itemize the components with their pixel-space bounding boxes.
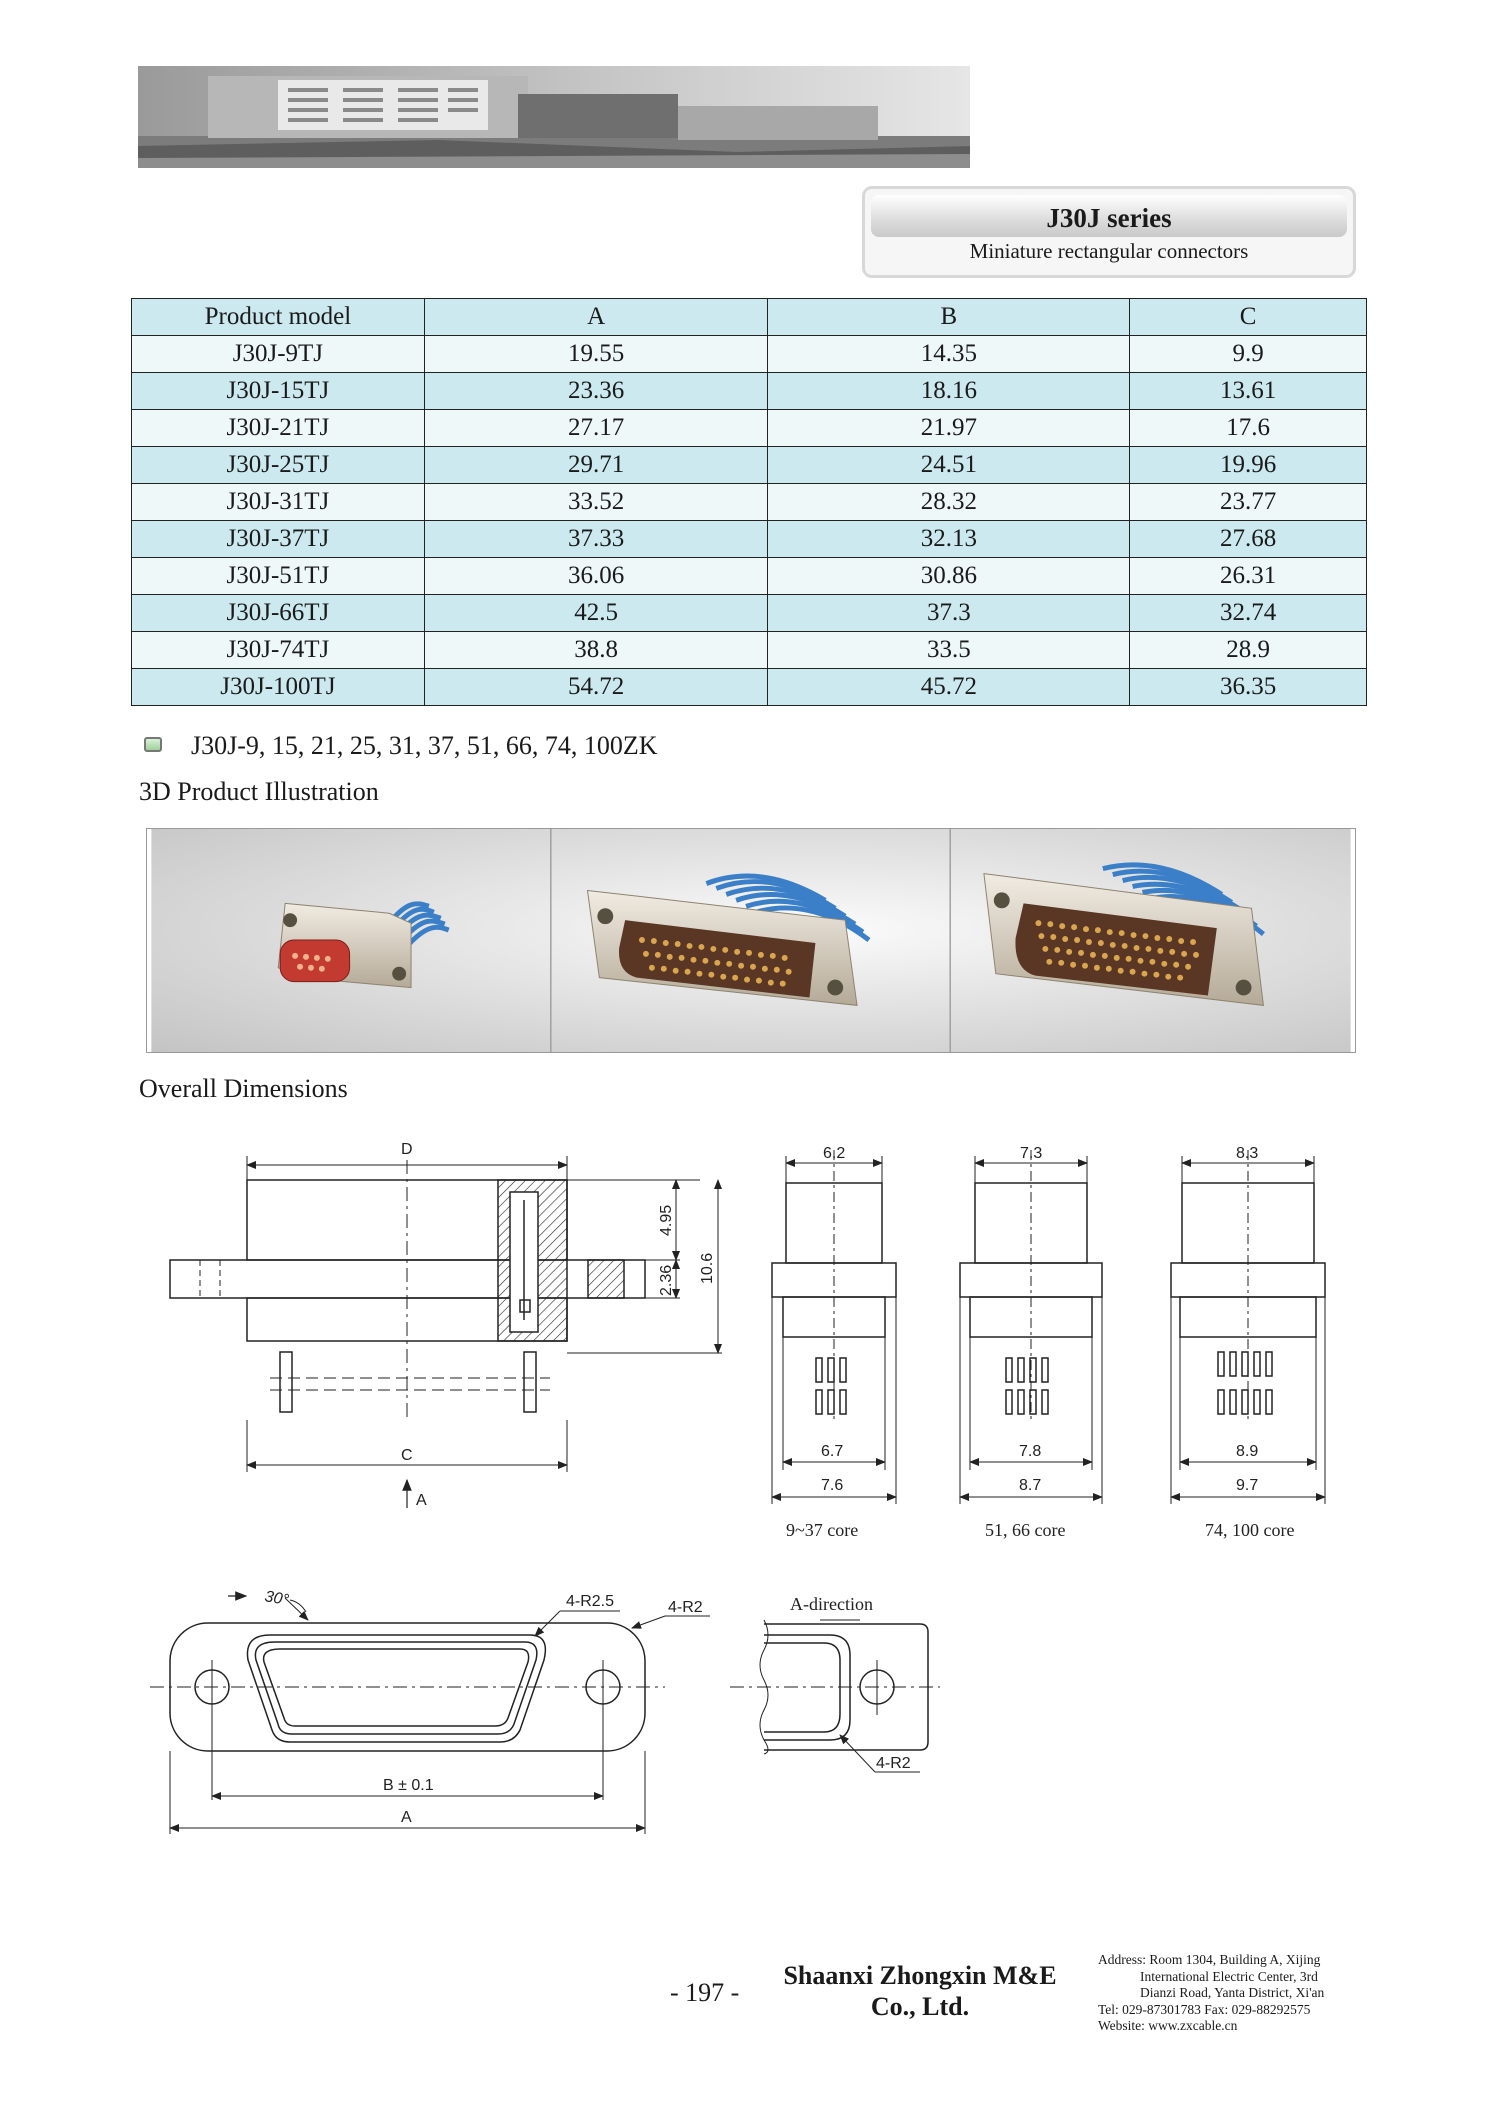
dim-label-4-95: 4.95 bbox=[658, 1204, 675, 1236]
front-view-drawing bbox=[150, 1596, 710, 1834]
end-view-2-mid-dim: 7.8 bbox=[1019, 1443, 1042, 1460]
table-cell: 33.52 bbox=[424, 484, 768, 521]
table-cell: J30J-31TJ bbox=[132, 484, 425, 521]
table-cell: 30.86 bbox=[768, 558, 1130, 595]
dim-label-4-r2-5: 4-R2.5 bbox=[566, 1593, 615, 1610]
a-direction-caption: A-direction bbox=[790, 1594, 873, 1614]
table-cell: 27.17 bbox=[424, 410, 768, 447]
table-cell: 28.32 bbox=[768, 484, 1130, 521]
end-view-1-caption: 9~37 core bbox=[786, 1520, 859, 1540]
company-name bbox=[760, 1960, 1080, 2022]
table-cell: 13.61 bbox=[1130, 373, 1367, 410]
dimension-drawings bbox=[140, 1120, 1360, 1850]
series-title-box bbox=[862, 186, 1356, 278]
table-cell: 27.68 bbox=[1130, 521, 1367, 558]
header-banner-image bbox=[138, 66, 970, 168]
header-cell: Product model bbox=[132, 299, 425, 336]
table-cell: 21.97 bbox=[768, 410, 1130, 447]
side-view-drawing bbox=[170, 1156, 722, 1508]
address-line: Dianzi Road, Yanta District, Xi'an bbox=[1140, 1985, 1325, 2000]
address-line: International Electric Center, 3rd bbox=[1140, 1968, 1318, 1984]
dim-label-d: D bbox=[401, 1141, 413, 1158]
illustration-heading: 3D Product Illustration bbox=[139, 777, 379, 806]
dim-label-2-36: 2.36 bbox=[658, 1264, 675, 1296]
a-direction-view bbox=[730, 1620, 940, 1772]
table-cell: 23.36 bbox=[424, 373, 768, 410]
table-row bbox=[132, 410, 1367, 447]
table-cell: 28.9 bbox=[1130, 632, 1367, 669]
dimensions-table bbox=[131, 298, 1367, 706]
website-line: Website: www.zxcable.cn bbox=[1098, 2018, 1238, 2033]
table-cell: 19.55 bbox=[424, 336, 768, 373]
table-cell: J30J-51TJ bbox=[132, 558, 425, 595]
dim-label-c: C bbox=[401, 1447, 413, 1464]
table-row bbox=[132, 373, 1367, 410]
table-cell: J30J-100TJ bbox=[132, 669, 425, 706]
view-arrow-label-a: A bbox=[416, 1492, 427, 1509]
end-view-2-caption: 51, 66 core bbox=[985, 1520, 1066, 1540]
table-header-row bbox=[132, 299, 1367, 336]
dim-label-10-6: 10.6 bbox=[699, 1252, 716, 1284]
contact-line: Tel: 029-87301783 Fax: 029-88292575 bbox=[1098, 2001, 1311, 2017]
header-cell: B bbox=[768, 299, 1130, 336]
company-name-line1: Shaanxi Zhongxin M&E bbox=[783, 1961, 1057, 1990]
series-title: J30J series bbox=[1046, 203, 1172, 233]
end-view-2-bottom-dim: 8.7 bbox=[1019, 1477, 1042, 1494]
table-cell: 36.35 bbox=[1130, 669, 1367, 706]
end-view-1-bottom-dim: 7.6 bbox=[821, 1477, 844, 1494]
table-cell: 33.5 bbox=[768, 632, 1130, 669]
end-view-3-top-dim: 8.3 bbox=[1236, 1145, 1259, 1162]
table-cell: J30J-37TJ bbox=[132, 521, 425, 558]
zk-models-note: J30J-9, 15, 21, 25, 31, 37, 51, 66, 74, 100ZK bbox=[191, 731, 658, 760]
table-cell: J30J-66TJ bbox=[132, 595, 425, 632]
end-view-3-mid-dim: 8.9 bbox=[1236, 1443, 1259, 1460]
table-cell: 36.06 bbox=[424, 558, 768, 595]
end-view-1-mid-dim: 6.7 bbox=[821, 1443, 844, 1460]
table-cell: 26.31 bbox=[1130, 558, 1367, 595]
table-row bbox=[132, 484, 1367, 521]
table-cell: J30J-21TJ bbox=[132, 410, 425, 447]
table-cell: J30J-74TJ bbox=[132, 632, 425, 669]
series-subtitle: Miniature rectangular connectors bbox=[969, 239, 1249, 263]
company-address bbox=[1098, 1952, 1358, 2035]
table-cell: 38.8 bbox=[424, 632, 768, 669]
table-cell: 32.13 bbox=[768, 521, 1130, 558]
table-cell: 32.74 bbox=[1130, 595, 1367, 632]
end-view-2-top-dim: 7.3 bbox=[1020, 1145, 1043, 1162]
table-cell: J30J-15TJ bbox=[132, 373, 425, 410]
table-row bbox=[132, 632, 1367, 669]
table-cell: 23.77 bbox=[1130, 484, 1367, 521]
table-cell: 17.6 bbox=[1130, 410, 1367, 447]
table-cell: 14.35 bbox=[768, 336, 1130, 373]
dim-label-4-r2: 4-R2 bbox=[668, 1599, 703, 1616]
table-row bbox=[132, 558, 1367, 595]
table-cell: 24.51 bbox=[768, 447, 1130, 484]
table-cell: J30J-9TJ bbox=[132, 336, 425, 373]
page-number: - 197 - bbox=[670, 1978, 740, 2007]
table-cell: 19.96 bbox=[1130, 447, 1367, 484]
header-cell: C bbox=[1130, 299, 1367, 336]
table-cell: 54.72 bbox=[424, 669, 768, 706]
table-row bbox=[132, 336, 1367, 373]
table-cell: 37.33 bbox=[424, 521, 768, 558]
table-cell: 42.5 bbox=[424, 595, 768, 632]
note-bullet-icon bbox=[144, 737, 162, 752]
table-cell: 29.71 bbox=[424, 447, 768, 484]
end-view-3-caption: 74, 100 core bbox=[1205, 1520, 1295, 1540]
table-row bbox=[132, 521, 1367, 558]
table-cell: 9.9 bbox=[1130, 336, 1367, 373]
table-row bbox=[132, 595, 1367, 632]
table-cell: 37.3 bbox=[768, 595, 1130, 632]
table-cell: 18.16 bbox=[768, 373, 1130, 410]
dim-label-b: B ± 0.1 bbox=[383, 1777, 434, 1794]
address-line: Address: Room 1304, Building A, Xijing bbox=[1098, 1952, 1321, 1967]
dim-label-a: A bbox=[401, 1809, 412, 1826]
header-cell: A bbox=[424, 299, 768, 336]
dimensions-heading: Overall Dimensions bbox=[139, 1074, 348, 1103]
end-view-3-bottom-dim: 9.7 bbox=[1236, 1477, 1259, 1494]
dim-label-angle: 30° bbox=[263, 1588, 291, 1610]
table-row bbox=[132, 447, 1367, 484]
table-cell: 45.72 bbox=[768, 669, 1130, 706]
product-photo-strip bbox=[146, 828, 1356, 1053]
table-row bbox=[132, 669, 1367, 706]
table-cell: J30J-25TJ bbox=[132, 447, 425, 484]
a-direction-r2-label: 4-R2 bbox=[876, 1755, 911, 1772]
end-view-1-top-dim: 6.2 bbox=[823, 1145, 846, 1162]
company-name-line2: Co., Ltd. bbox=[870, 1992, 970, 2021]
